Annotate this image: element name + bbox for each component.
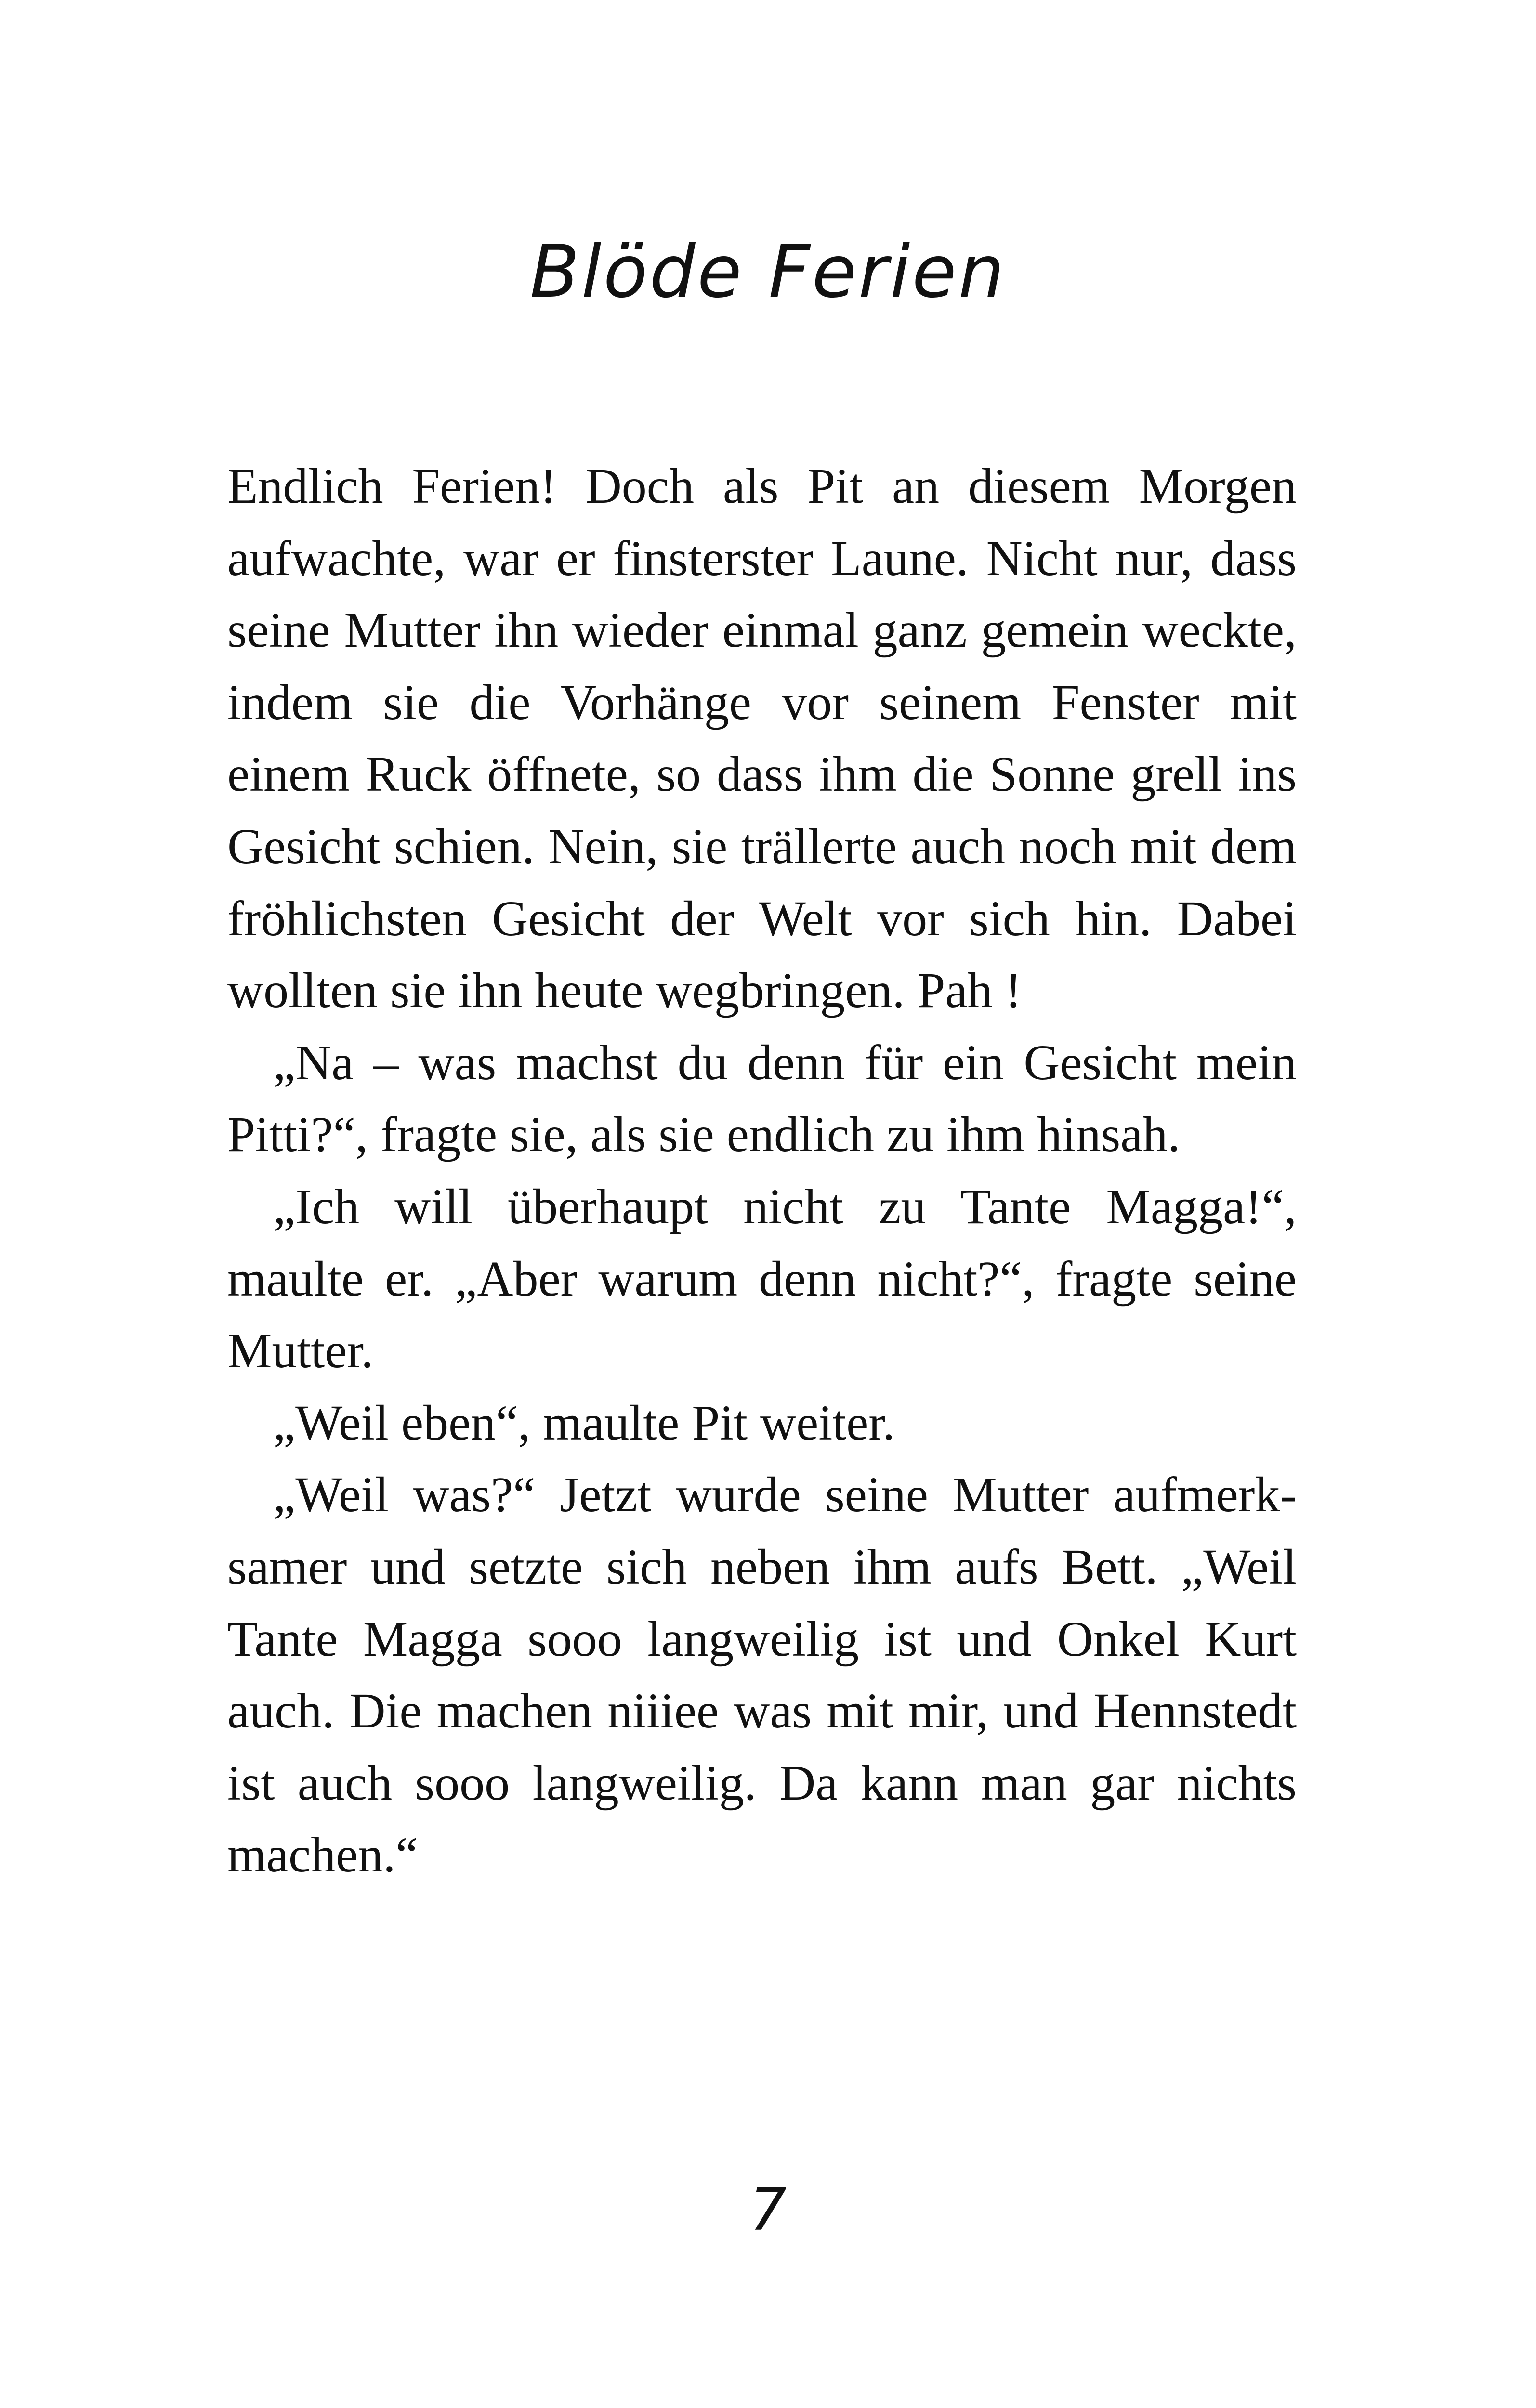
page-number: 7 bbox=[749, 2177, 787, 2244]
paragraph: „Ich will überhaupt nicht zu Tante Magga!“, maulte er. „Aber warum denn nicht?“, fragte seine Mutter. bbox=[227, 1178, 1297, 1379]
chapter-title: Blöde Ferien bbox=[530, 230, 1006, 314]
paragraph: Endlich Ferien! Doch als Pit an diesem Morgen aufwachte, war er finsterster Laune. Nicht nur, dass seine Mutter ihn wieder einmal ganz gemein weckte, indem sie die Vorhänge vor seinem Fenster mit einem Ruck öffnete, so dass ihm die Sonne grell ins Gesicht schien. Nein, sie trällerte auch noch mit dem fröhlichsten Gesicht der Welt vor sich hin. Dabei wollten sie ihn heute wegbringen. Pah ! bbox=[227, 458, 1297, 1019]
paragraph: „Weil was?“ Jetzt wurde seine Mutter aufmerksamer und setzte sich neben ihm aufs Bett. „Weil Tante Magga sooo langweilig ist und Onkel Kurt auch. Die machen niiiee was mit mir, und Hennstedt ist auch sooo langweilig. Da kann man gar nichts machen.“ bbox=[227, 1467, 1297, 1883]
paragraph: „Weil eben“, maulte Pit weiter. bbox=[273, 1395, 895, 1451]
paragraph: „Na – was machst du denn für ein Gesicht mein Pitti?“, fragte sie, als sie endlich zu ihm hinsah. bbox=[227, 1034, 1297, 1163]
body-text bbox=[227, 450, 1297, 1891]
